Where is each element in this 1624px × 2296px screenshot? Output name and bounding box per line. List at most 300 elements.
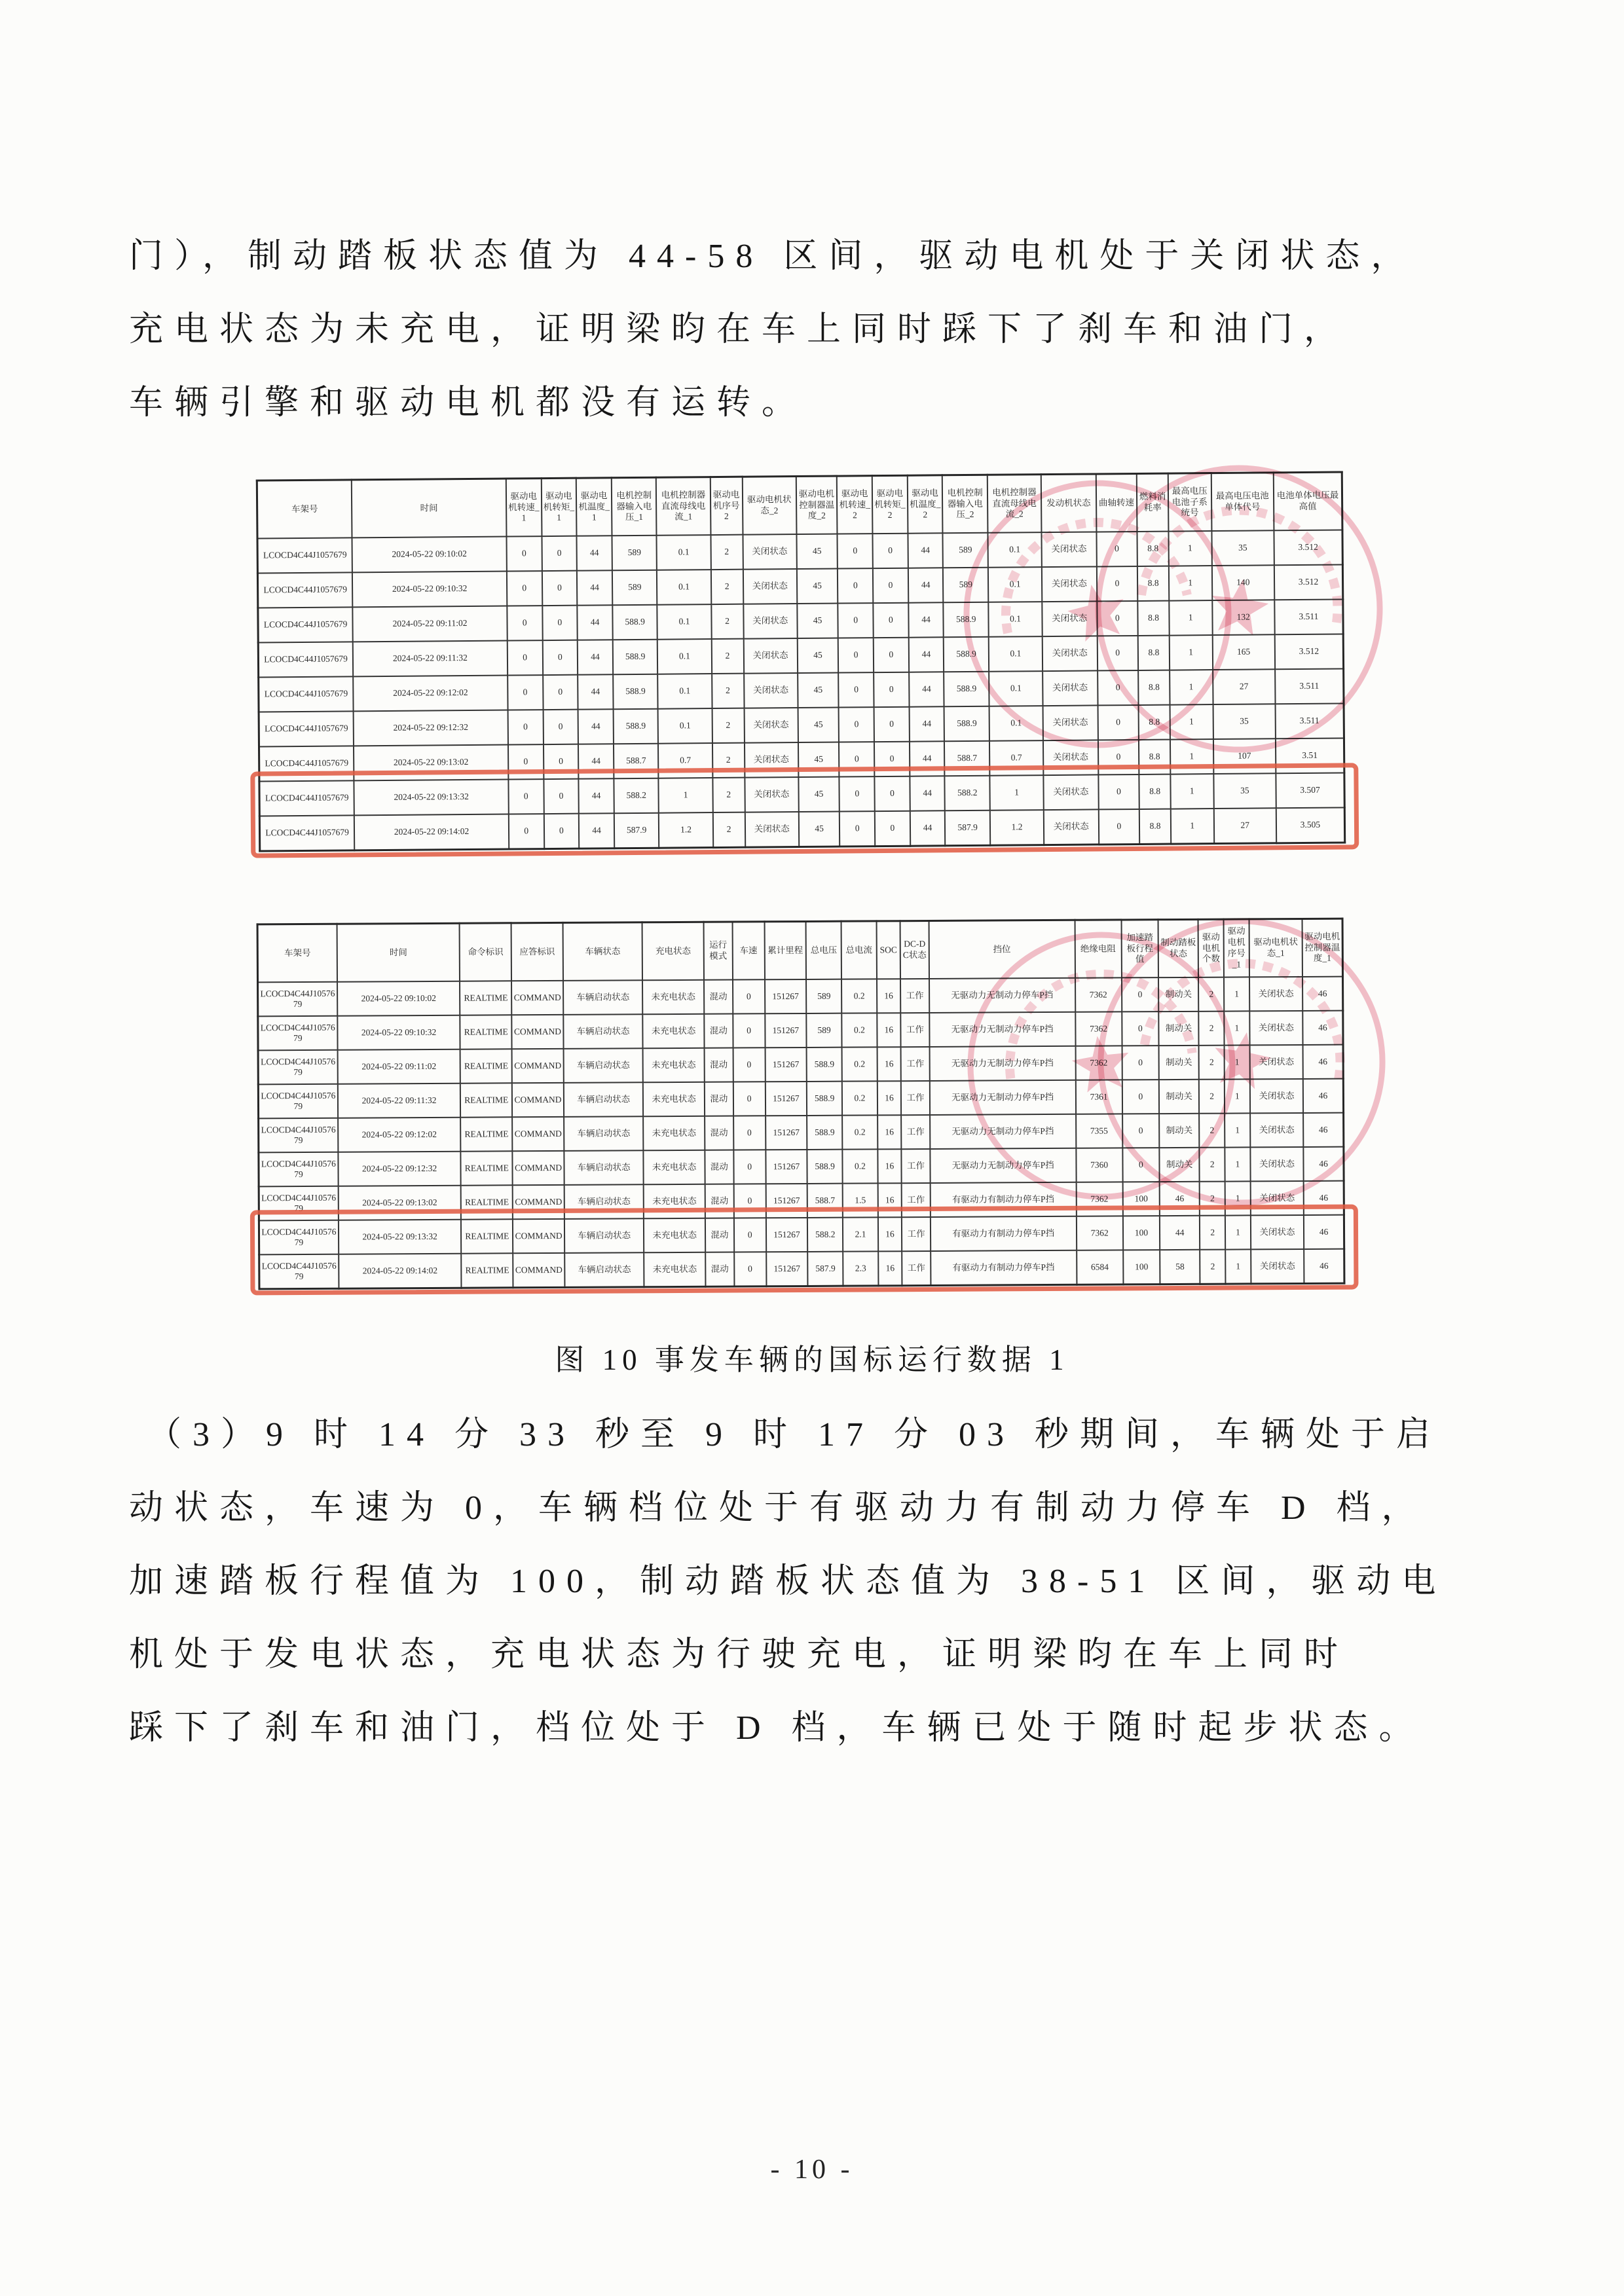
table-cell: 0 [874, 672, 909, 707]
table-cell: 8.8 [1138, 670, 1170, 705]
table-cell: 2024-05-22 09:13:32 [339, 1220, 462, 1254]
table-cell: 混动 [705, 1150, 733, 1184]
column-header: 累计里程 [764, 921, 806, 979]
table-cell: 工作 [901, 1047, 930, 1081]
column-header: SOC [876, 921, 900, 979]
table-cell: 2024-05-22 09:12:32 [338, 1152, 461, 1186]
table-cell: 关闭状态 [744, 673, 798, 708]
table-cell: 关闭状态 [1042, 601, 1097, 636]
table-cell: 46 [1304, 1181, 1344, 1215]
table-cell: 45 [798, 673, 839, 708]
table-cell: 151267 [765, 1082, 807, 1116]
table-cell: 0 [873, 534, 908, 568]
table-cell: 589 [943, 533, 988, 568]
column-header: 车速 [732, 922, 764, 980]
table-cell: 工作 [901, 1081, 930, 1115]
table-cell: 0 [733, 1150, 766, 1184]
table-cell: LCOCD4C44J1057679 [258, 1016, 338, 1051]
table-cell: 制动关 [1158, 977, 1199, 1011]
table-cell: 588.2 [807, 1218, 843, 1252]
gb-data-table-2 [257, 918, 1346, 1290]
table-cell: 2 [712, 708, 745, 743]
column-header: 最高电压电池子系统号 [1168, 473, 1211, 532]
table-cell: 35 [1213, 704, 1276, 739]
table-cell: 关闭状态 [1250, 1147, 1304, 1181]
table-cell: 1 [1225, 1113, 1250, 1147]
table-cell: 151267 [766, 1150, 807, 1184]
table-cell: 0 [733, 1013, 765, 1048]
table-cell: 0 [733, 1184, 766, 1218]
table-cell: 589 [807, 1013, 842, 1048]
table-cell: 588.7 [807, 1184, 843, 1218]
table-cell: 0 [733, 1116, 766, 1150]
column-header: 驱动电机控制器温度_2 [796, 476, 837, 534]
table-cell: 0 [874, 638, 909, 672]
table-cell: 2024-05-22 09:11:32 [338, 1084, 461, 1118]
table-cell: 16 [877, 1081, 902, 1115]
table-cell: 151267 [766, 1252, 808, 1286]
column-header: 命令标识 [460, 923, 511, 981]
table-cell: 混动 [705, 1048, 733, 1082]
table-cell: 45 [798, 708, 839, 742]
column-header: 曲轴转速 [1096, 473, 1137, 532]
table-cell: 151267 [766, 1218, 807, 1252]
table-cell: 16 [877, 1013, 901, 1047]
header-row [257, 472, 1342, 539]
table-cell: 2024-05-22 09:12:02 [338, 1118, 461, 1152]
table-cell: 3.511 [1274, 599, 1343, 634]
text-line: （3）9 时 14 分 33 秒至 9 时 17 分 03 秒期间，车辆处于启 [147, 1416, 1442, 1453]
paragraph-bottom [129, 1398, 1504, 1765]
table-cell: 关闭状态 [1043, 740, 1098, 775]
table-row [259, 1113, 1344, 1153]
table-cell: 44 [908, 637, 944, 672]
table-cell: REALTIME [460, 1049, 512, 1083]
table-cell: 1.5 [843, 1183, 878, 1217]
table-cell: 0 [839, 707, 874, 742]
table-cell: 7362 [1076, 1182, 1123, 1216]
table-cell: 2024-05-22 09:10:02 [352, 537, 507, 573]
table-cell: 有驱动力有制动力停车P挡 [931, 1182, 1077, 1217]
table-cell: 46 [1303, 1147, 1344, 1181]
table-cell: 1 [1171, 809, 1214, 844]
table-cell: 混动 [705, 1218, 734, 1252]
table-cell: 制动关 [1159, 1114, 1200, 1148]
table-cell: 46 [1160, 1182, 1200, 1216]
table-cell: 0.1 [657, 604, 711, 640]
table-cell: REALTIME [460, 1015, 512, 1049]
table-cell: 关闭状态 [1043, 670, 1098, 706]
table-cell: 45 [796, 534, 838, 569]
column-header: 时间 [352, 479, 506, 538]
table-cell: 588.9 [944, 602, 989, 638]
table-cell: 工作 [900, 1013, 929, 1047]
table-cell: 2024-05-22 09:12:32 [354, 710, 508, 746]
table-cell: 无驱动力无制动力停车P挡 [930, 1148, 1076, 1183]
table-cell: 1 [989, 775, 1043, 811]
table-cell: 8.8 [1139, 705, 1170, 740]
table-cell: 44 [577, 570, 612, 605]
text-line: 动状态，车速为 0，车辆档位处于有驱动力有制动力停车 D 档， [129, 1489, 1427, 1527]
table-cell: 2024-05-22 09:12:02 [353, 676, 507, 712]
table-cell: 2024-05-22 09:13:02 [338, 1186, 461, 1220]
table-cell: LCOCD4C44J1057679 [258, 982, 338, 1017]
column-header: 电机控制器输入电压_1 [612, 477, 657, 536]
column-header: 驱动电机个数 [1198, 919, 1224, 977]
table-cell: 16 [877, 1115, 902, 1149]
text-line: 门），制动踏板状态值为 44-58 区间，驱动电机处于关闭状态， [129, 238, 1416, 275]
column-header: 车辆状态 [563, 922, 642, 981]
table-cell: 46 [1303, 1079, 1344, 1113]
table-cell: 0 [1097, 636, 1138, 670]
table-cell: COMMAND [511, 1015, 563, 1049]
table-cell: 关闭状态 [1250, 1113, 1304, 1147]
table-cell: 1 [1225, 1181, 1251, 1215]
table-cell: 2 [712, 812, 745, 848]
table-cell: 7355 [1076, 1114, 1123, 1148]
table-cell: 132 [1212, 600, 1275, 635]
table-cell: 0 [507, 675, 543, 710]
column-header: 电机控制器直流母线电流_1 [656, 477, 710, 536]
table-cell: 关闭状态 [743, 604, 797, 639]
table-cell: LCOCD4C44J1057679 [257, 572, 352, 608]
table-cell: 0.1 [989, 671, 1043, 706]
table-cell: 1 [1170, 739, 1213, 774]
table-cell: 16 [878, 1251, 902, 1286]
table-cell: LCOCD4C44J1057679 [259, 1254, 339, 1289]
table-cell: 制动关 [1159, 1148, 1200, 1182]
column-header: 驱动电机温度_2 [908, 475, 943, 534]
table-cell: 制动关 [1158, 1011, 1199, 1046]
text-line: 充电状态为未充电，证明梁昀在车上同时踩下了刹车和油门， [129, 311, 1350, 348]
table-cell: 45 [798, 777, 840, 812]
table-cell: 588.9 [807, 1116, 842, 1150]
table-cell: 工作 [902, 1251, 931, 1286]
column-header: 驱动电机转速_1 [506, 479, 542, 537]
table-cell: 0 [874, 742, 910, 776]
table-cell: 588.9 [612, 605, 657, 640]
table-cell: COMMAND [512, 1083, 564, 1117]
table-cell: 45 [797, 569, 838, 604]
table-cell: 1.2 [990, 810, 1044, 845]
table-row [259, 1147, 1344, 1187]
table-cell: 2024-05-22 09:14:02 [339, 1254, 462, 1288]
table-cell: 151267 [765, 1048, 807, 1082]
table-cell: 0.7 [989, 740, 1043, 776]
table-cell: 无驱动力无制动力停车P挡 [929, 1046, 1075, 1081]
table-cell: 0.1 [657, 570, 710, 605]
table-cell: 车辆启动状态 [563, 1014, 643, 1049]
table-cell: 27 [1213, 669, 1276, 704]
table-cell: 589 [612, 536, 657, 571]
table-cell: 0.7 [658, 743, 712, 778]
table-cell: 7362 [1075, 1046, 1122, 1080]
table-cell: 16 [877, 1149, 902, 1183]
table-cell: 车辆启动状态 [564, 1150, 644, 1185]
table-cell: 588.9 [807, 1048, 842, 1082]
table-cell: LCOCD4C44J1057679 [259, 780, 354, 816]
table-cell: 2 [1200, 1148, 1225, 1182]
table-cell: 无驱动力无制动力停车P挡 [929, 1012, 1075, 1047]
table-cell: 1 [1170, 670, 1213, 705]
table-cell: 无驱动力无制动力停车P挡 [930, 1080, 1076, 1115]
table-cell: 工作 [901, 1149, 930, 1183]
table-cell: 无驱动力无制动力停车P挡 [929, 978, 1075, 1013]
table-cell: 0 [840, 811, 875, 847]
table-cell: 0.2 [842, 1115, 877, 1149]
table-cell: 0 [734, 1218, 766, 1252]
table-cell: 46 [1302, 977, 1343, 1011]
table1-wrapper [256, 471, 1346, 852]
table-cell: 44 [578, 605, 613, 640]
table-cell: 44 [910, 811, 946, 846]
table-cell: 8.8 [1139, 774, 1171, 809]
table-cell: 0 [838, 638, 874, 672]
table-cell: 未充电状态 [644, 1252, 705, 1287]
table-cell: 588.9 [944, 637, 989, 672]
table-cell: 588.9 [613, 709, 658, 744]
header-row [257, 919, 1342, 982]
table-cell: 7362 [1075, 1011, 1122, 1046]
table-cell: 关闭状态 [1250, 1079, 1304, 1113]
table-cell: 0 [507, 571, 542, 606]
table-cell: LCOCD4C44J1057679 [259, 1152, 339, 1187]
table2-wrapper [257, 918, 1346, 1290]
table-cell: 100 [1123, 1216, 1160, 1250]
table-cell: 2 [711, 604, 744, 639]
table-cell: 2024-05-22 09:11:32 [353, 641, 507, 677]
table-cell: 关闭状态 [743, 569, 797, 604]
table-cell: 1.2 [659, 812, 712, 848]
table-cell: 混动 [705, 1252, 734, 1287]
table-cell: 1 [1169, 600, 1212, 636]
table-cell: 151267 [766, 1184, 807, 1218]
table-cell: 车辆启动状态 [564, 1082, 644, 1117]
table-row [258, 1011, 1343, 1051]
table-cell: 44 [908, 568, 944, 602]
column-header: 挡位 [929, 920, 1075, 979]
table-cell: 8.8 [1137, 601, 1169, 636]
table-cell: 0.2 [842, 1149, 877, 1183]
table-cell: 151267 [765, 1013, 807, 1048]
table-cell: 0 [838, 603, 874, 638]
table-cell: 关闭状态 [745, 812, 799, 847]
table-cell: 0 [874, 776, 910, 811]
figure-caption: 图 10 事发车辆的国标运行数据 1 [555, 1343, 1069, 1376]
column-header: 电池单体电压最高值 [1274, 472, 1342, 530]
table-cell: 2 [712, 743, 745, 778]
table-cell: 0 [838, 534, 873, 568]
table-cell: 16 [877, 979, 901, 1013]
column-header: 应答标识 [511, 922, 563, 981]
table-cell: 混动 [705, 1184, 734, 1218]
table-cell: 44 [579, 813, 614, 848]
table-cell: 0 [542, 571, 577, 606]
table-cell: 制动关 [1159, 1046, 1200, 1080]
table-cell: 2 [1199, 1114, 1225, 1148]
column-header: 车架号 [257, 924, 337, 982]
table-cell: 0 [838, 568, 873, 603]
table-cell: 35 [1211, 530, 1274, 566]
table-cell: 2024-05-22 09:10:32 [337, 1015, 460, 1050]
column-header: 时间 [337, 923, 460, 981]
table-cell: 2 [1200, 1250, 1225, 1285]
table-cell: LCOCD4C44J1057679 [258, 1050, 338, 1085]
table-cell: REALTIME [460, 981, 511, 1015]
column-header: 驱动电机转矩_1 [541, 478, 576, 536]
table-cell: 1 [1170, 704, 1213, 740]
table-cell: 588.7 [944, 741, 989, 776]
table-cell: 2024-05-22 09:11:02 [352, 606, 507, 642]
table-cell: 0 [1096, 566, 1137, 601]
table-cell: 混动 [705, 1082, 733, 1116]
table-cell: 0 [543, 675, 578, 710]
table-cell: 587.9 [808, 1252, 843, 1286]
table-cell: 46 [1303, 1045, 1344, 1079]
table-cell: 0 [1122, 1114, 1160, 1148]
table-cell: LCOCD4C44J1057679 [259, 746, 354, 781]
table-cell: 0.1 [657, 535, 710, 570]
table-cell: 未充电状态 [643, 1082, 705, 1116]
table-cell: 工作 [902, 1217, 931, 1251]
table-cell: 0.1 [989, 636, 1043, 672]
table-cell: 46 [1304, 1249, 1344, 1284]
text-line: 踩下了刹车和油门，档位处于 D 档，车辆已处于随时起步状态。 [129, 1709, 1424, 1747]
table-cell: 0 [544, 779, 579, 814]
table-cell: 1 [1225, 1147, 1250, 1181]
table-cell: 0 [543, 710, 578, 744]
column-header: 发动机状态 [1041, 474, 1096, 532]
table-cell: 0 [1098, 705, 1139, 740]
table-cell: 3.512 [1274, 564, 1343, 600]
table-cell: 0 [508, 744, 544, 779]
column-header: 加速踏板行程值 [1121, 920, 1158, 978]
column-header: 驱动电机转速_2 [837, 476, 872, 534]
table-cell: 3.511 [1275, 668, 1344, 704]
table-cell: 44 [908, 602, 944, 637]
table-cell: 0 [1096, 532, 1137, 566]
table-cell: LCOCD4C44J1057679 [259, 711, 354, 746]
table-cell: COMMAND [513, 1219, 564, 1253]
table-row [259, 1181, 1344, 1221]
table-cell: 2024-05-22 09:10:02 [337, 981, 460, 1016]
table-cell: 关闭状态 [743, 534, 796, 570]
table-cell: 588.9 [944, 672, 989, 707]
table-cell: 无驱动力无制动力停车P挡 [930, 1114, 1076, 1149]
table-cell: 1 [1225, 1045, 1250, 1079]
table-cell: 0 [1122, 977, 1159, 1011]
table-cell: 未充电状态 [644, 1218, 705, 1252]
table-cell: 0.2 [842, 1081, 877, 1115]
table-cell: 0 [542, 606, 578, 640]
table-cell: 0.2 [841, 1013, 877, 1047]
table-cell: 关闭状态 [1251, 1215, 1304, 1249]
table-cell: 8.8 [1137, 566, 1169, 601]
table-cell: 45 [799, 812, 840, 847]
table-cell: 2024-05-22 09:10:32 [352, 572, 507, 608]
table-cell: 44 [578, 744, 614, 778]
table-cell: 0 [1122, 1011, 1159, 1046]
table-cell: 44 [909, 672, 944, 706]
table-cell: 混动 [705, 1116, 733, 1150]
column-header: 驱动电机序号2 [710, 477, 743, 535]
table-cell: 2 [712, 778, 745, 812]
table-cell: LCOCD4C44J1057679 [259, 1220, 339, 1255]
column-header: 制动踏板状态 [1158, 919, 1199, 977]
table-cell: 46 [1302, 1011, 1343, 1045]
table-cell: 关闭状态 [1041, 532, 1096, 567]
table-row [259, 1215, 1344, 1255]
table-row [259, 1249, 1344, 1289]
table-cell: 100 [1122, 1182, 1160, 1216]
table-cell: 107 [1213, 738, 1276, 774]
table-cell: 1 [1170, 635, 1213, 670]
table-cell: 0 [1122, 1148, 1160, 1182]
text-line: 机处于发电状态，充电状态为行驶充电，证明梁昀在车上同时 [129, 1636, 1350, 1673]
table-cell: 0.1 [988, 567, 1042, 602]
column-header: 总电压 [806, 921, 841, 979]
table-cell: 16 [878, 1217, 902, 1251]
table-cell: 589 [943, 568, 988, 603]
table-cell: 589 [806, 979, 841, 1013]
column-header: 驱动电机状态_1 [1249, 919, 1302, 977]
table-cell: 7360 [1076, 1148, 1123, 1182]
table-cell: 0.1 [658, 708, 712, 744]
table-cell: 0 [1098, 740, 1139, 774]
column-header: 绝缘电阻 [1075, 920, 1122, 978]
table-cell: 45 [798, 742, 840, 777]
table-cell: 0 [1098, 774, 1139, 809]
table-row [258, 1079, 1343, 1119]
column-header: 电机控制器直流母线电流_2 [987, 475, 1042, 533]
column-header: 驱动电机状态_2 [742, 477, 796, 535]
table-cell: 44 [908, 533, 943, 568]
table-cell: 2024-05-22 09:13:02 [354, 745, 508, 781]
table-cell: 3.511 [1275, 703, 1344, 738]
table-cell: 2024-05-22 09:11:02 [337, 1049, 460, 1084]
table-cell: 0 [873, 568, 908, 603]
table-cell: 0 [839, 742, 874, 776]
table-cell: 3.51 [1276, 738, 1344, 773]
table-cell: 588.9 [807, 1150, 843, 1184]
table-cell: 有驱动力有制动力停车P挡 [931, 1216, 1077, 1251]
table-cell: 工作 [901, 1115, 930, 1149]
table-cell: 44 [578, 640, 613, 674]
table-cell: LCOCD4C44J1057679 [259, 1118, 339, 1153]
table-cell: 27 [1213, 808, 1276, 843]
table-cell: LCOCD4C44J1057679 [258, 1084, 338, 1119]
table-cell: LCOCD4C44J1057679 [258, 642, 353, 677]
text-line: 车辆引擎和驱动电机都没有运转。 [129, 384, 807, 422]
table-cell: 140 [1211, 565, 1274, 600]
table-cell: 3.507 [1276, 773, 1344, 808]
table-cell: 0.1 [987, 532, 1041, 568]
table-cell: 0 [838, 672, 874, 707]
table-cell: 车辆启动状态 [564, 1218, 644, 1253]
table-cell: 关闭状态 [1043, 774, 1098, 810]
table-cell: 车辆启动状态 [563, 980, 643, 1015]
table-cell: 100 [1123, 1250, 1160, 1285]
table-cell: 151267 [766, 1116, 807, 1150]
table-cell: 44 [909, 706, 944, 741]
table-cell: 0 [733, 979, 765, 1013]
table-cell: 1 [1170, 774, 1213, 809]
table-cell: 关闭状态 [744, 708, 798, 743]
table-cell: 588.9 [944, 706, 989, 742]
table-cell: 588.7 [614, 744, 659, 779]
table-cell: 1 [1168, 531, 1211, 566]
table-cell: 45 [797, 638, 838, 673]
